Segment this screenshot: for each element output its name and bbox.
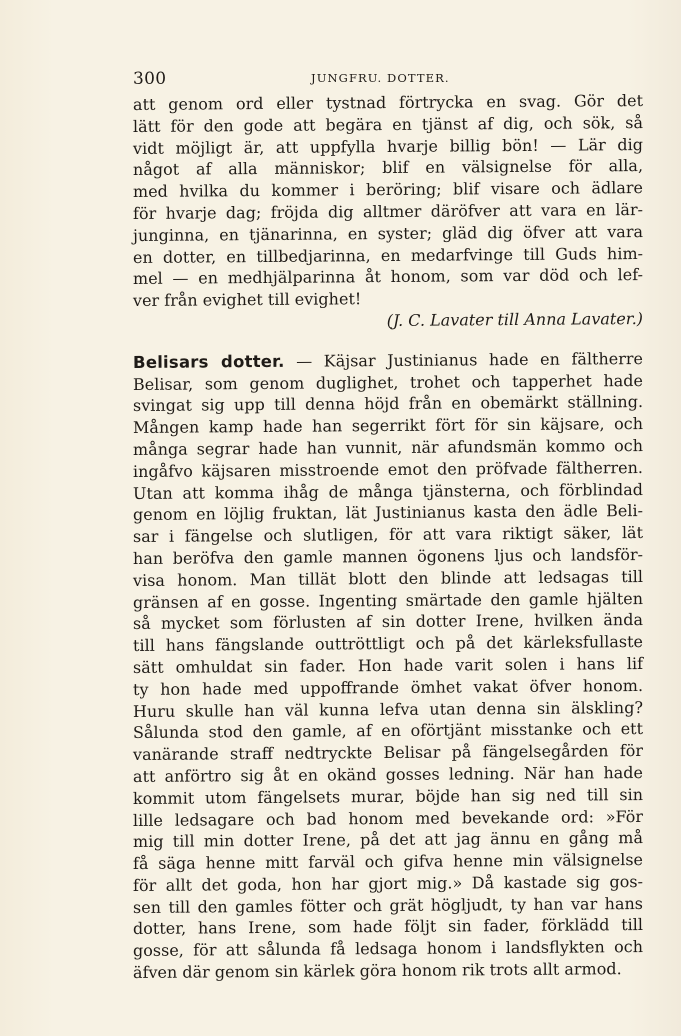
text-line: gosse, för att sålunda få ledsaga honom i landsflykten och [132, 937, 644, 961]
text-line: med hvilka du kommer i beröring; blif visare och ädlare [132, 178, 644, 202]
text-line: genom en löjlig fruktan, lät Justinianus kasta den ädle Beli- [132, 501, 644, 525]
text-line: för hvarje dag; fröjda dig alltmer däröfver att vara en lär- [132, 199, 644, 223]
text-line: lille ledsagare och bad honom med bevekande ord: »För [132, 806, 644, 830]
text-line: sen till den gamles fötter och grät högljudt, ty han var hans [132, 893, 644, 917]
text-line: för allt det goda, hon har gjort mig.» Då kastade sig gos- [132, 871, 644, 895]
text-line: ver från evighet till evighet! [132, 289, 362, 311]
text-line: många segrar hade han vunnit, när afundsmän kommo och [132, 435, 644, 459]
first-line-text: — Käjsar Justinianus hade en fältherre [284, 348, 644, 371]
text-line: Mången kamp hade han segerrikt fört för sin käjsare, och [132, 414, 644, 438]
page-number: 300 [133, 69, 167, 89]
text-line: mel — en medhjälparinna åt honom, som var död och lef- [132, 265, 644, 289]
running-head: JUNGFRU. DOTTER. [311, 71, 450, 85]
text-line: att anförtro sig åt en okänd gosses ledning. När han hade [132, 762, 644, 786]
text-line: vanärande straff nedtryckte Belisar på fängelsegården för [132, 741, 644, 765]
section-prayer [132, 90, 644, 334]
section-heading: Belisars dotter. [132, 351, 285, 372]
text-line: lätt för den gode att begära en tjänst af dig, och sök, så [132, 112, 644, 136]
text-line: visa honom. Man tillät blott den blinde att ledsagas till [132, 566, 644, 590]
text-line: ingåfvo käjsaren misstroende emot den pröfvade fältherren. [132, 457, 644, 481]
text-line: ty hon hade med uppoffrande ömhet vakat öfver honom. [132, 675, 644, 699]
text-line: en dotter, en tillbedjarinna, en medarfvinge till Guds him- [132, 243, 644, 267]
text-line: så mycket som förlusten af sin dotter Irene, hvilken ända [132, 610, 644, 634]
text-line: något af alla människor; blif en välsignelse för alla, [132, 156, 644, 180]
text-line: äfven där genom sin kärlek göra honom rik trots allt armod. [132, 959, 622, 983]
text-line: till hans fängslande outtröttligt och på det kärleksfullaste [132, 632, 644, 656]
text-line: Utan att komma ihåg de många tjänsterna, och förblindad [132, 479, 644, 503]
text-line: Sålunda stod den gamle, af en oförtjänt misstanke och ett [132, 719, 644, 743]
text-line: junginna, en tjänarinna, en syster; gläd dig öfver att vara [132, 221, 644, 245]
text-line: kommit utom fängelsets murar, böjde han sig ned till sin [132, 784, 644, 808]
text-line: vidt möjligt är, att uppfylla hvarje billig bön! — Lär dig [132, 134, 644, 158]
body-text [132, 90, 644, 984]
text-line: dotter, hans Irene, som hade följt sin fader, förklädd till [132, 915, 644, 939]
text-line: han beröfva den gamle mannen ögonens ljus och landsför- [132, 544, 644, 568]
text-line: sätt omhuldat sin fader. Hon hade varit solen i hans lif [132, 653, 644, 677]
attribution: (J. C. Lavater till Anna Lavater.) [386, 308, 644, 330]
text-line: få säga henne mitt farväl och gifva henne min välsignelse [132, 850, 644, 874]
text-line: gränsen af en gosse. Ingenting smärtade den gamle hjälten [132, 588, 644, 612]
page-header [133, 69, 643, 89]
text-line: mig till min dotter Irene, på det att jag ännu en gång må [132, 828, 644, 852]
section-belisars-dotter [132, 348, 644, 984]
text-line: Huru skulle han väl kunna lefva utan denna sin älskling? [132, 697, 644, 721]
text-line: Belisar, som genom duglighet, trohet och tapperhet hade [132, 370, 644, 394]
text-line: sar i fängelse och slutligen, för att vara riktigt säker, lät [132, 523, 644, 547]
text-line: att genom ord eller tystnad förtrycka en svag. Gör det [132, 90, 644, 114]
text-line: svingat sig upp till denna höjd från en obemärkt ställning. [132, 392, 644, 416]
